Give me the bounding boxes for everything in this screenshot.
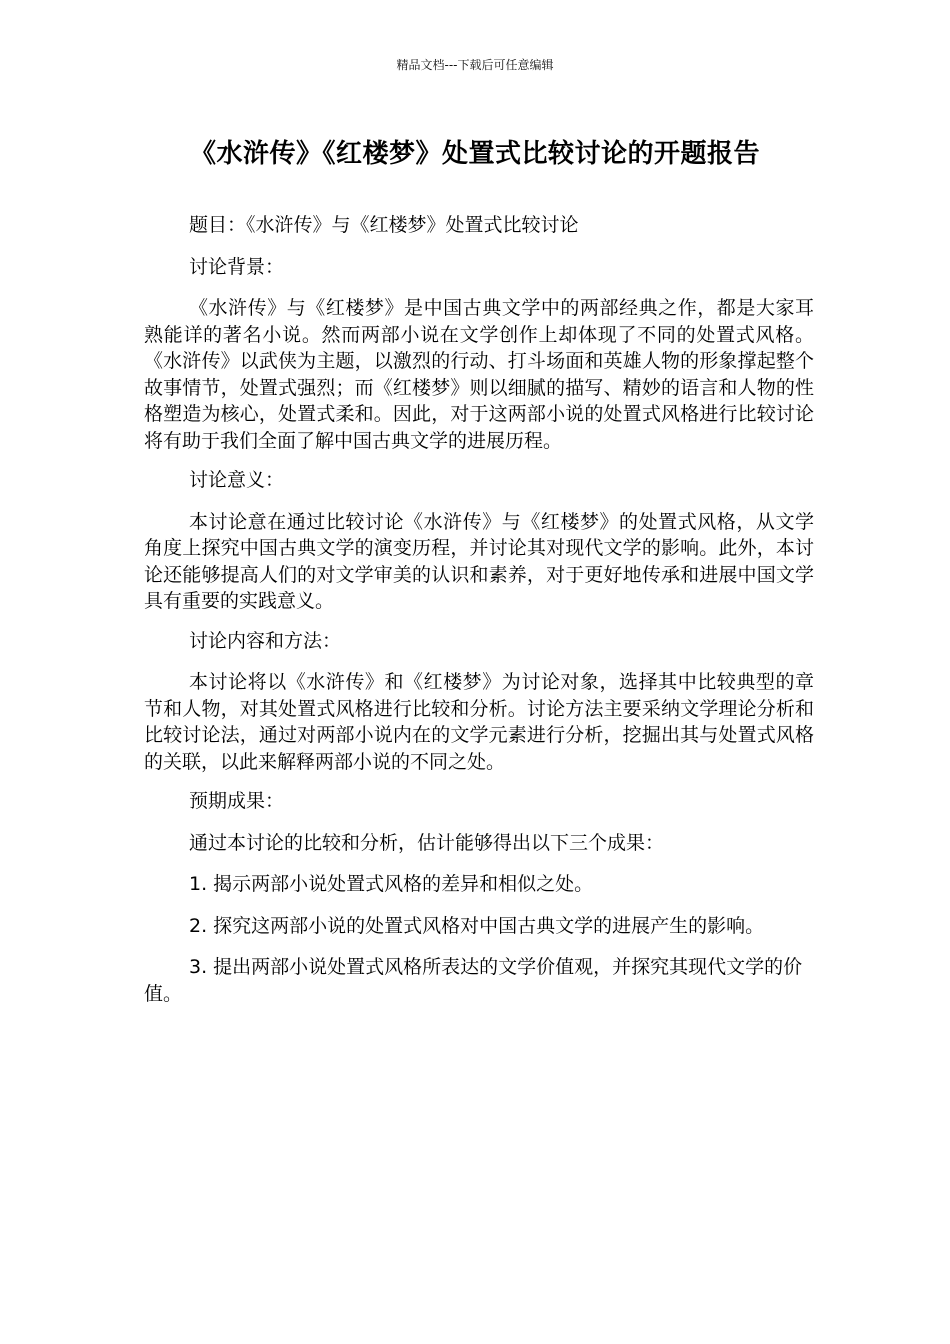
significance-text: 本讨论意在通过比较讨论《水浒传》与《红楼梦》的处置式风格，从文学角度上探究中国古典文学的演变历程，并讨论其对现代文学的影响。此外，本讨论还能够提高人们的对文学审美的认识和素养，对于更好地传承和进展中国文学具有重要的实践意义。 xyxy=(144,510,814,612)
document-title: 《水浒传》《红楼梦》处置式比较讨论的开题报告 xyxy=(189,139,760,169)
results-intro: 通过本讨论的比较和分析，估计能够得出以下三个成果： xyxy=(189,831,665,854)
header-note: 精品文档---下载后可任意编辑 xyxy=(396,58,554,72)
result-item-3: 3. 提出两部小说处置式风格所表达的文学价值观，并探究其现代文学的价值。 xyxy=(144,956,803,1005)
background-heading: 讨论背景： xyxy=(189,255,285,278)
significance-heading: 讨论意义： xyxy=(189,469,285,491)
topic-line: 题目：《水浒传》与《红楼梦》处置式比较讨论 xyxy=(189,214,579,236)
results-heading: 预期成果： xyxy=(189,790,285,812)
result-item-2: 2. 探究这两部小说的处置式风格对中国古典文学的进展产生的影响。 xyxy=(189,914,765,937)
result-item-1: 1. 揭示两部小说处置式风格的差异和相似之处。 xyxy=(189,873,594,895)
method-text: 本讨论将以《水浒传》和《红楼梦》为讨论对象，选择其中比较典型的章节和人物，对其处置式风格进行比较和分析。讨论方法主要采纳文学理论分析和比较讨论法，通过对两部小说内在的文学元素进行分析，挖掘出其与处置式风格的关联，以此来解释两部小说的不同之处。 xyxy=(144,671,814,773)
document-body xyxy=(144,212,814,1022)
method-heading: 讨论内容和方法： xyxy=(189,629,342,652)
background-text: 《水浒传》与《红楼梦》是中国古典文学中的两部经典之作，都是大家耳熟能详的著名小说。然而两部小说在文学创作上却体现了不同的处置式风格。《水浒传》以武侠为主题，以激烈的行动、打斗场面和英雄人物的形象撑起整个故事情节，处置式强烈；而《红楼梦》则以细腻的描写、精妙的语言和人物的性格塑造为核心，处置式柔和。因此，对于这两部小说的处置式风格进行比较讨论将有助于我们全面了解中国古典文学的进展历程。 xyxy=(144,297,814,452)
